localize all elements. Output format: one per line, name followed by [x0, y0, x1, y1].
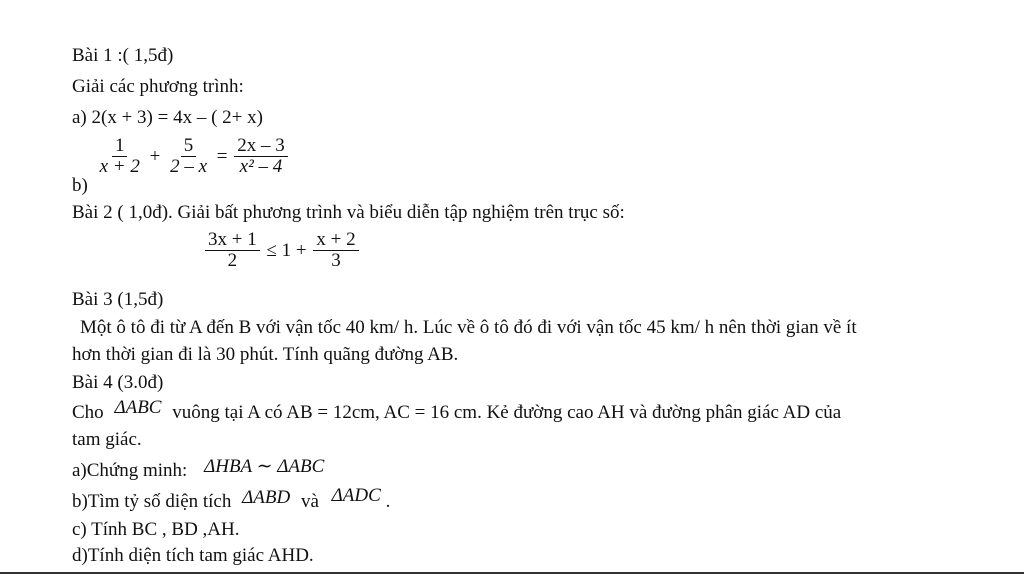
bai4-part-c: c) Tính BC , BD ,AH.	[72, 519, 240, 540]
fraction-numerator: 5	[181, 136, 197, 157]
fraction-denominator: x + 2	[99, 156, 140, 177]
fraction-denominator: 3	[331, 250, 341, 271]
fraction-denominator: 2	[227, 250, 238, 271]
fraction-denominator: 2 – x	[170, 156, 207, 177]
bai4-part-b	[72, 485, 391, 513]
bai1-b-label: b)	[72, 174, 88, 196]
bai4-heading: Bài 4 (3.0đ)	[72, 372, 164, 393]
bai4-b-end: .	[385, 491, 391, 512]
bai4-b-text: b)Tìm tỷ số diện tích	[72, 491, 232, 512]
bai1-part-a	[72, 107, 263, 129]
equals-sign: =	[216, 145, 228, 167]
fraction-numerator: 3x + 1	[205, 230, 260, 251]
bai3-line-2: hơn thời gian đi là 30 phút. Tính quãng đường AB.	[72, 344, 459, 365]
bai2-fraction-1	[205, 230, 260, 271]
fraction-denominator: x² – 4	[239, 156, 283, 177]
bai3-heading: Bài 3 (1,5đ)	[72, 289, 164, 310]
inequality-middle: ≤ 1 +	[266, 239, 307, 261]
triangle-abd: ΔABD	[242, 487, 291, 508]
bai4-b-and: và	[300, 491, 319, 512]
triangle-abc: ΔABC	[114, 397, 162, 418]
bai4-a-text: a)Chứng minh:	[72, 460, 188, 481]
bai1-instruction: Giải các phương trình:	[72, 76, 244, 97]
fraction-numerator: x + 2	[313, 230, 358, 251]
bai1-part-b	[72, 136, 288, 197]
bai3-line-1: Một ô tô đi từ A đến B với vận tốc 40 km/ h. Lúc về ô tô đó đi với vận tốc 45 km/ h nên thời gian về ít	[80, 317, 857, 338]
bai2-heading: Bài 2 ( 1,0đ). Giải bất phương trình và biểu diễn tập nghiệm trên trục số:	[72, 202, 625, 223]
bai4-line-1-rest: vuông tại A có AB = 12cm, AC = 16 cm. Kẻ đường cao AH và đường phân giác AD của	[172, 402, 842, 423]
bai4-line-1	[72, 397, 842, 424]
bai2-fraction-2	[313, 230, 358, 271]
similarity-expression: ΔHBA ∼ ΔABC	[204, 456, 325, 477]
bai2-inequality	[205, 230, 359, 271]
bai1-b-fraction-3	[234, 136, 288, 177]
bai1-b-fraction-2	[167, 136, 210, 177]
bai1-a-equation: 2(x + 3) = 4x – ( 2+ x)	[91, 107, 263, 128]
triangle-adc: ΔADC	[331, 485, 381, 506]
fraction-numerator: 1	[112, 136, 128, 157]
bai1-heading: Bài 1 :( 1,5đ)	[72, 45, 174, 66]
bai4-part-a	[72, 456, 325, 482]
bai1-a-label: a)	[72, 107, 87, 128]
bottom-divider	[0, 572, 1024, 574]
bai4-line-2: tam giác.	[72, 429, 142, 450]
plus-sign: +	[149, 145, 161, 167]
bai4-part-d: d)Tính diện tích tam giác AHD.	[72, 545, 314, 566]
bai1-b-fraction-1	[97, 136, 143, 177]
fraction-numerator: 2x – 3	[234, 136, 288, 157]
bai4-cho: Cho	[72, 402, 104, 423]
